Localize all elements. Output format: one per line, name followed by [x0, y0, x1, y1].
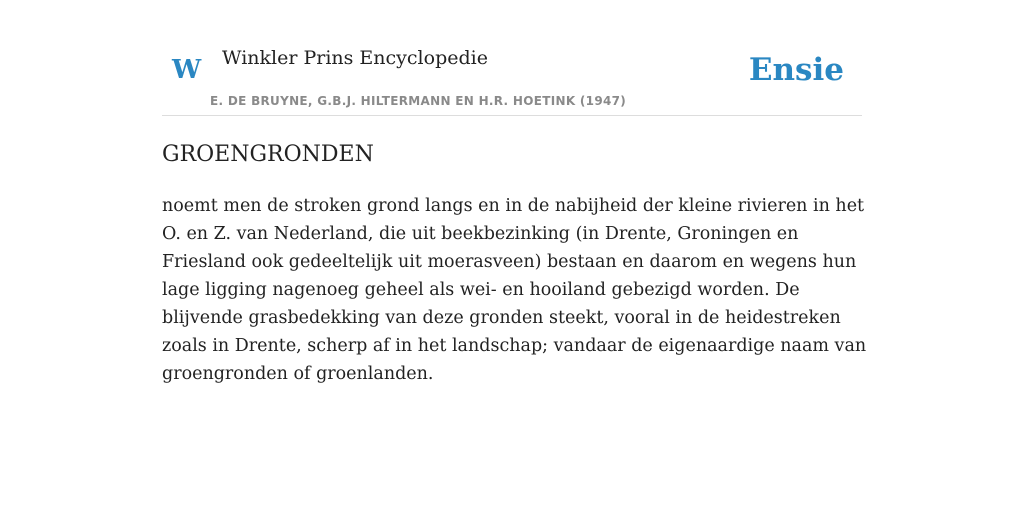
source-authors: E. DE BRUYNE, G.B.J. HILTERMANN EN H.R. HOETINK (1947)	[210, 94, 627, 108]
entry-title: GROENGRONDEN	[162, 142, 374, 167]
source-logo-icon[interactable]: W	[172, 55, 202, 85]
ensie-logo[interactable]: Ensie	[748, 52, 844, 88]
source-header	[162, 40, 862, 116]
source-title-link[interactable]: Winkler Prins Encyclopedie	[222, 47, 488, 69]
entry-body: noemt men de stroken grond langs en in de nabijheid der kleine rivieren in het O. en Z. van Nederland, die uit beekbezinking (in Drente, Groningen en Friesland ook gedeeltelijk uit moerasveen) bestaan en daarom en wegens hun lage ligging nagenoeg geheel als wei- en hooiland gebezigd worden. De blijvende grasbedekking van deze gronden steekt, vooral in de heidestreken zoals in Drente, scherp af in het landschap; vandaar de eigenaardige naam van groengronden of groenlanden.	[162, 196, 867, 384]
